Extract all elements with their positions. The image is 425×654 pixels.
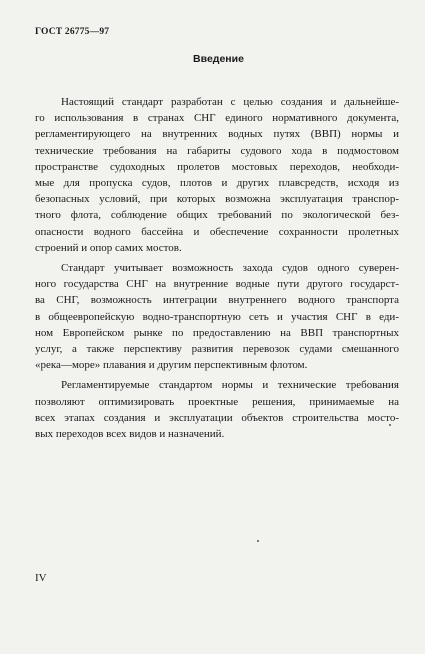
text-line: ного государства СНГ на внутренние водные пути другого государст-	[35, 278, 399, 291]
text-line: безопасных условий, при которых возможна эксплуатация транспор-	[35, 193, 399, 206]
body-text	[35, 94, 399, 446]
text-line: вых переходов всех видов и назначений.	[35, 428, 225, 441]
page-number: IV	[35, 572, 47, 584]
text-line: го использования в странах СНГ единого нормативного документа,	[35, 112, 399, 125]
text-line: ва СНГ, возможность интеграции внутреннего водного транспорта	[35, 294, 399, 307]
text-line: услуг, а также перспективу развития перевозок судами смешанного	[35, 343, 399, 356]
standard-code-header: ГОСТ 26775—97	[35, 27, 110, 37]
scan-speck	[257, 540, 259, 542]
section-title: Введение	[193, 53, 244, 65]
text-line: пространстве судоходных пролетов мостовых переходов, необходи-	[35, 160, 399, 173]
paragraph-1	[35, 94, 399, 256]
text-line: «река—море» плавания и другим перспективным флотом.	[35, 359, 308, 372]
scan-speck	[389, 424, 391, 426]
text-line: позволяют оптимизировать проектные решения, принимаемые на	[35, 395, 399, 408]
text-line: строений и опор самих мостов.	[35, 241, 182, 254]
text-line: Стандарт учитывает возможность захода судов одного суверен-	[61, 262, 399, 275]
paragraph-3	[35, 377, 399, 442]
text-line: в общеевропейскую водно-транспортную сеть и участия СНГ в еди-	[35, 310, 399, 323]
text-line: тного флота, соблюдение общих требований по экологической без-	[35, 209, 399, 222]
paragraph-2	[35, 260, 399, 373]
text-line: Настоящий стандарт разработан с целью создания и дальнейше-	[61, 96, 399, 108]
text-line: опасности водного бассейна и обеспечение сохранности пролетных	[35, 225, 399, 238]
text-line: всех этапах создания и эксплуатации объектов строительства мосто-	[35, 411, 399, 424]
text-line: ном Европейском рынке по предоставлению на ВВП транспортных	[35, 326, 399, 339]
text-line: регламентирующего на внутренних водных путях (ВВП) нормы и	[35, 128, 399, 141]
text-line: технические требования на габариты судового хода в подмостовом	[35, 144, 399, 157]
text-line: Регламентируемые стандартом нормы и технические требования	[61, 379, 399, 392]
text-line: мые для пропуска судов, плотов и других плавсредств, исходя из	[35, 177, 399, 190]
